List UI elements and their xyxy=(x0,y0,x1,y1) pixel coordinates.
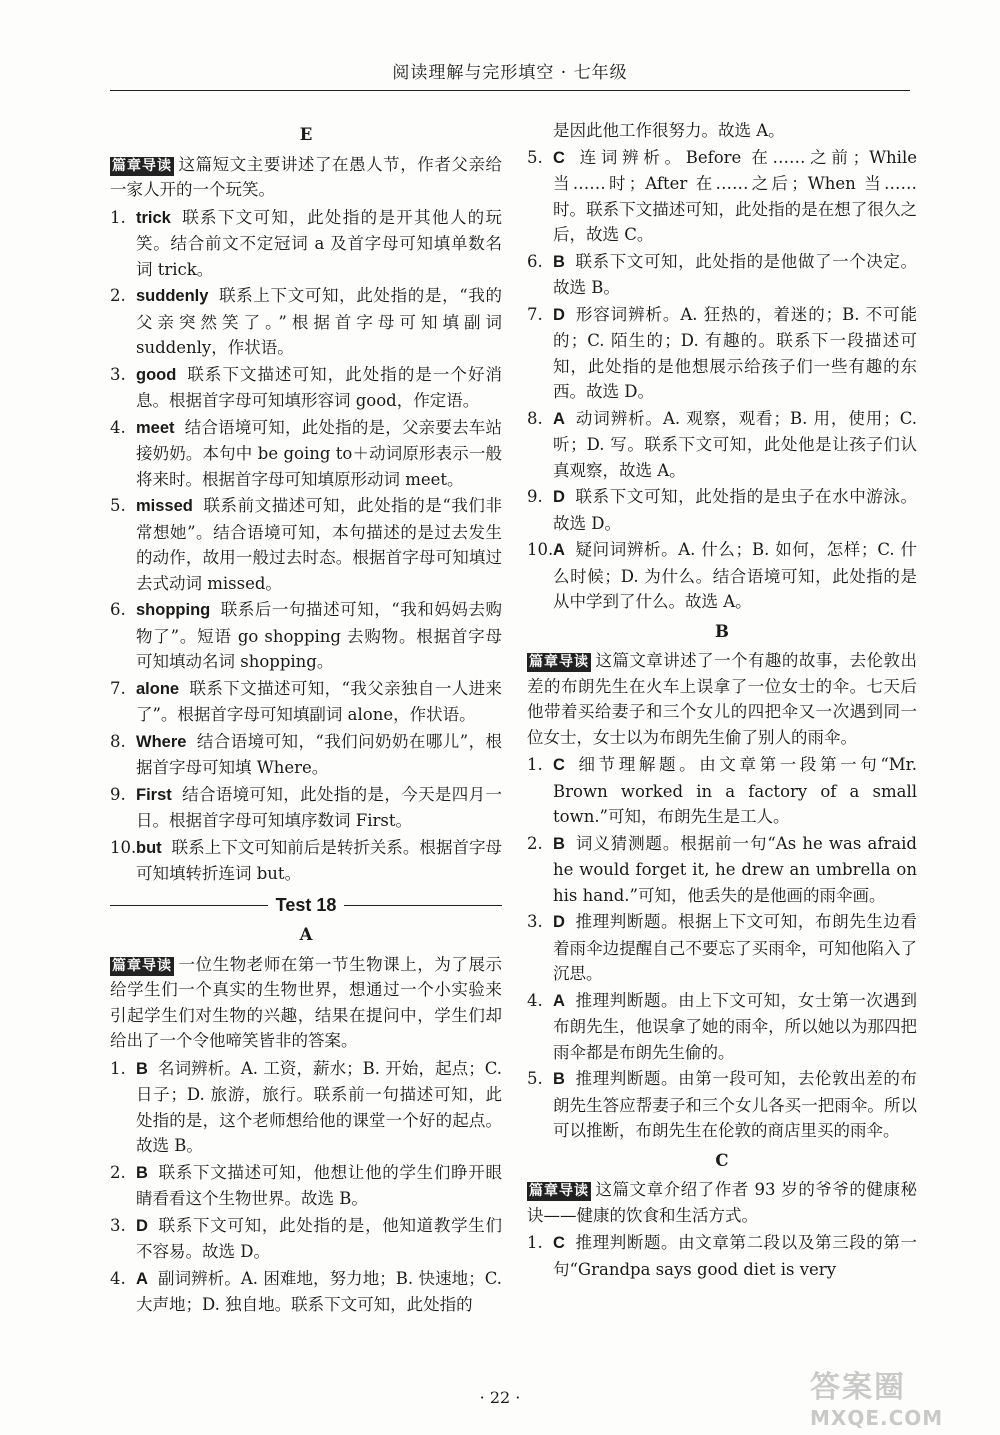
section-c-items xyxy=(527,1230,917,1282)
item-number: 5. xyxy=(527,1069,543,1088)
item-answer: D xyxy=(136,1216,148,1235)
answer-item xyxy=(110,493,502,596)
answer-item xyxy=(110,1213,502,1265)
item-answer: trick xyxy=(136,208,171,227)
item-answer: C xyxy=(553,756,565,774)
item-number: 3. xyxy=(527,912,543,931)
item-explanation: 联系下文可知，此处指的是开其他人的玩笑。结合前文不定冠词 a 及首字母可知填单数名词 trick。 xyxy=(136,207,502,279)
test-title: Test 18 xyxy=(275,894,337,915)
item-explanation: 词义猜测题。根据前一句“As he was afraid he would forget it, he drew an umbrella on his hand.”可知，他丢失的是他画的雨伞画。 xyxy=(553,833,917,905)
item-number: 1. xyxy=(527,1233,543,1252)
answer-item xyxy=(527,988,917,1066)
answer-item xyxy=(527,537,917,615)
item-answer: A xyxy=(553,409,565,428)
item-explanation: 细节理解题。由文章第一段第一句“Mr. Brown worked in a factory of a small town.”可知，布朗先生是工人。 xyxy=(553,755,917,826)
item-number: 7. xyxy=(527,304,543,324)
answer-item xyxy=(110,676,502,728)
item-explanation: 联系上下文可知前后是转折关系。根据首字母可知填转折连词 but。 xyxy=(136,837,502,883)
item-explanation: 联系下文描述可知，他想让他的学生们睁开眼睛看看这个生物世界。故选 B。 xyxy=(136,1162,502,1208)
answer-item xyxy=(110,597,502,675)
item-explanation: 推理判断题。根据上下文可知，布朗先生边看着雨伞边提醒自己不要忘了买雨伞，可知他陷入了沉思。 xyxy=(553,912,917,983)
left-column xyxy=(110,118,502,1319)
answer-item xyxy=(110,1266,502,1318)
item-explanation: 连词辨析。Before 在……之前；While 当……时；After 在……之后；When 当……时。联系下文描述可知，此处指的是在想了很久之后，故选 C。 xyxy=(553,147,917,244)
watermark-top: 答案圈 xyxy=(810,1370,906,1405)
answer-item xyxy=(110,205,502,283)
item-explanation: 动词辨析。A. 观察，观看；B. 用，使用；C. 听；D. 写。联系下文可知，此处他是让孩子们认真观察，故选 A。 xyxy=(553,408,917,480)
item-answer: D xyxy=(553,913,565,931)
item-number: 9. xyxy=(110,784,126,804)
item-answer: D xyxy=(553,488,565,506)
answer-item xyxy=(527,484,917,536)
item-explanation: 结合语境可知，“我们问奶奶在哪儿”，根据首字母可知填 Where。 xyxy=(136,731,502,777)
item-explanation: 副词辨析。A. 困难地，努力地；B. 快速地；C. 大声地；D. 独自地。联系下文可知，此处指的 xyxy=(136,1268,502,1314)
section-a-items-cont xyxy=(527,145,917,615)
guide-text: 一位生物老师在第一节生物课上，为了展示给学生们一个真实的生物世界，想通过一个小实验来引起学生们对生物的兴趣，结果在提问中，学生们却给出了一个令他啼笑皆非的答案。 xyxy=(110,954,502,1050)
item-answer: shopping xyxy=(136,601,211,619)
answer-item xyxy=(527,1066,917,1144)
item-number: 5. xyxy=(527,147,543,167)
item-answer: B xyxy=(553,1070,565,1088)
item-answer: Where xyxy=(136,732,187,751)
item-number: 2. xyxy=(110,286,126,305)
guide-tag: 篇章导读 xyxy=(112,957,172,974)
test-heading xyxy=(110,893,502,919)
section-b-items xyxy=(527,752,917,1144)
item-answer: A xyxy=(553,991,565,1010)
item-number: 9. xyxy=(527,487,543,506)
divider xyxy=(110,905,268,906)
answer-item xyxy=(110,1056,502,1159)
answer-item xyxy=(527,249,917,301)
section-e-title: E xyxy=(299,125,313,144)
item-answer: suddenly xyxy=(136,287,209,305)
item-number: 2. xyxy=(527,833,543,853)
item-answer: A xyxy=(553,541,565,559)
divider xyxy=(344,905,502,906)
item-answer: B xyxy=(136,1059,148,1078)
item-answer: B xyxy=(553,834,565,853)
item-explanation: 结合语境可知，此处指的是，父亲要去车站接奶奶。本句中 be going to＋动词原形表示一般将来时。根据首字母可知填原形动词 meet。 xyxy=(136,417,502,489)
guide-text: 这篇短文主要讲述了在愚人节，作者父亲给一家人开的一个玩笑。 xyxy=(110,154,502,199)
item-number: 10. xyxy=(527,540,554,559)
answer-item xyxy=(110,415,502,493)
item-explanation: 名词辨析。A. 工资，薪水；B. 开始，起点；C. 日子；D. 旅游，旅行。联系前一句描述可知，此处指的是，这个老师想给他的课堂一个好的起点。故选 B。 xyxy=(136,1058,502,1155)
item-number: 2. xyxy=(110,1162,126,1182)
item-number: 6. xyxy=(527,251,543,271)
guide-tag: 篇章导读 xyxy=(529,654,589,670)
item-explanation: 推理判断题。由上下文可知，女士第一次遇到布朗先生，他误拿了她的雨伞，所以她以为那四把雨伞都是布朗先生偷的。 xyxy=(553,990,917,1062)
page-header: 阅读理解与完形填空 · 七年级 xyxy=(392,63,628,83)
item-explanation: 结合语境可知，此处指的是，今天是四月一日。根据首字母可知填序数词 First。 xyxy=(136,784,502,830)
section-e-items xyxy=(110,205,502,887)
item-number: 8. xyxy=(110,731,126,751)
right-column xyxy=(527,118,917,1283)
answer-item xyxy=(527,909,917,987)
item-explanation: 联系下文描述可知，此处指的是一个好消息。根据首字母可知填形容词 good，作定语。 xyxy=(136,364,502,410)
item-answer: good xyxy=(136,365,177,384)
section-a-title: A xyxy=(299,925,313,944)
item-explanation: 联系后一句描述可知，“我和妈妈去购物了”。短语 go shopping 去购物。根据首字母可知填动名词 shopping。 xyxy=(136,600,502,671)
item-answer: C xyxy=(553,148,565,167)
section-b-title: B xyxy=(715,621,729,641)
item-explanation: 推理判断题。由第一段可知，去伦敦出差的布朗先生答应帮妻子和三个女儿各买一把雨伞。所以可以推断，布朗先生在伦敦的商店里买的雨伞。 xyxy=(553,1069,917,1140)
section-a-items xyxy=(110,1056,502,1318)
item-answer: B xyxy=(136,1163,148,1182)
item-number: 3. xyxy=(110,364,126,384)
item-explanation: 联系下文可知，此处指的是，他知道教学生们不容易。故选 D。 xyxy=(136,1215,502,1261)
answer-item xyxy=(110,782,502,834)
item-number: 3. xyxy=(110,1215,126,1235)
answer-item xyxy=(527,145,917,248)
guide-text: 这篇文章介绍了作者 93 岁的爷爷的健康秘诀——健康的饮食和生活方式。 xyxy=(527,1180,917,1225)
item-explanation: 联系下文可知，此处指的是他做了一个决定。故选 B。 xyxy=(553,251,917,297)
item-number: 6. xyxy=(110,600,126,619)
item-number: 7. xyxy=(110,678,126,698)
item-number: 5. xyxy=(110,496,126,515)
item-number: 1. xyxy=(110,207,126,227)
answer-item xyxy=(110,283,502,361)
answer-item xyxy=(527,831,917,909)
item-answer: C xyxy=(553,1234,565,1252)
answer-item xyxy=(110,362,502,414)
item-explanation: 联系下文可知，此处指的是虫子在水中游泳。故选 D。 xyxy=(553,487,917,533)
answer-item xyxy=(110,729,502,781)
section-c-guide xyxy=(527,1177,917,1228)
item-explanation: 联系前文描述可知，此处指的是“我们非常想她”。结合语境可知，本句描述的是过去发生的动作，故用一般过去时态。根据首字母可知填过去式动词 missed。 xyxy=(136,496,502,593)
item-number: 8. xyxy=(527,408,543,428)
item-answer: alone xyxy=(136,679,180,698)
section-a-guide xyxy=(110,952,502,1054)
item-number: 4. xyxy=(110,1268,126,1288)
section-b-guide xyxy=(527,648,917,750)
answer-item xyxy=(527,302,917,405)
page-number: · 22 · xyxy=(479,1388,521,1407)
item-answer: A xyxy=(136,1269,148,1288)
header-rule xyxy=(110,90,910,91)
item-answer: B xyxy=(553,252,565,271)
item-answer: D xyxy=(553,305,565,324)
section-c-title: C xyxy=(715,1150,729,1170)
answer-item xyxy=(110,1160,502,1212)
item-number: 1. xyxy=(110,1058,126,1078)
item-explanation: 推理判断题。由文章第二段以及第三段的第一句“Grandpa says good diet is very xyxy=(553,1233,917,1279)
item-number: 4. xyxy=(110,417,126,437)
guide-tag: 篇章导读 xyxy=(112,157,172,174)
answer-item xyxy=(527,1230,917,1282)
answer-item xyxy=(110,835,502,887)
section-e-guide xyxy=(110,152,502,203)
item-number: 1. xyxy=(527,755,543,774)
answer-item xyxy=(527,752,917,830)
item-number: 10. xyxy=(110,837,137,857)
item-answer: First xyxy=(136,785,172,804)
item-answer: meet xyxy=(136,418,175,437)
item-number: 4. xyxy=(527,990,543,1010)
guide-text: 这篇文章讲述了一个有趣的故事，去伦敦出差的布朗先生在火车上误拿了一位女士的伞。七天后他带着买给妻子和三个女儿的四把伞又一次遇到同一位女士，女士以为布朗先生偷了别人的雨伞。 xyxy=(527,651,917,747)
watermark-bottom: MXQE.COM xyxy=(810,1406,944,1430)
item-explanation: 形容词辨析。A. 狂热的，着迷的；B. 不可能的；C. 陌生的；D. 有趣的。联系下一段描述可知，此处指的是他想展示给孩子们一些有趣的东西。故选 D。 xyxy=(553,304,917,401)
item-answer: but xyxy=(136,838,162,857)
item-answer: missed xyxy=(136,497,193,515)
watermark-logo xyxy=(810,1362,990,1430)
answer-item xyxy=(527,406,917,484)
continuation-text: 是因此他工作很努力。故选 A。 xyxy=(553,121,785,140)
item-explanation: 联系上下文可知，此处指的是，“我的父亲突然笑了。”根据首字母可知填副词 suddenly，作状语。 xyxy=(136,286,502,357)
item-explanation: 联系下文描述可知，“我父亲独自一人进来了”。根据首字母可知填副词 alone，作状语。 xyxy=(136,678,502,724)
guide-tag: 篇章导读 xyxy=(529,1183,589,1199)
item-explanation: 疑问词辨析。A. 什么；B. 如何，怎样；C. 什么时候；D. 为什么。结合语境可知，此处指的是从中学到了什么。故选 A。 xyxy=(553,540,917,611)
